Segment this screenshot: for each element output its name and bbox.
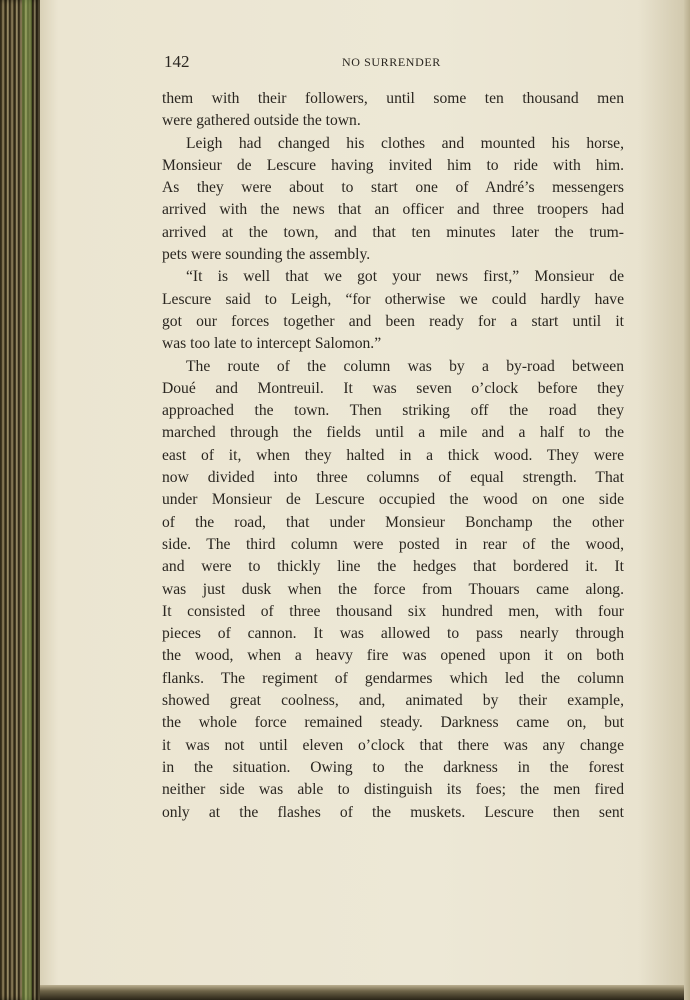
text-line: neither side was able to distinguish its foes; the men fired	[162, 781, 624, 799]
page-bottom-edge	[40, 985, 690, 1000]
text-line: got our forces together and been ready for a start until it	[162, 312, 624, 330]
text-line: Monsieur de Lescure having invited him to ride with him.	[162, 156, 624, 174]
text-line: marched through the fields until a mile and a half to the	[162, 424, 624, 442]
binding-tape-strip	[22, 0, 32, 1000]
text-line: arrived with the news that an officer and three troopers had	[162, 201, 624, 219]
text-line: only at the flashes of the muskets. Lescure then sent	[162, 803, 624, 821]
text-line: showed great coolness, and, animated by their example,	[162, 692, 624, 710]
text-line: them with their followers, until some ten thousand men	[162, 90, 624, 107]
book-spine-binding	[0, 0, 40, 1000]
text-line: side. The third column were posted in rear of the wood,	[162, 535, 624, 553]
text-line: were gathered outside the town.	[162, 112, 361, 130]
body-text	[162, 88, 624, 824]
text-line: the wood, when a heavy fire was opened upon it on both	[162, 647, 624, 665]
text-line: pieces of cannon. It was allowed to pass nearly through	[162, 625, 624, 643]
text-line: east of it, when they halted in a thick wood. They were	[162, 446, 624, 464]
text-line: was just dusk when the force from Thouars came along.	[162, 580, 624, 598]
text-line: Leigh had changed his clothes and mounted his horse,	[186, 134, 624, 152]
text-line: it was not until eleven o’clock that there was any change	[162, 736, 624, 754]
text-line: under Monsieur de Lescure occupied the wood on one side	[162, 491, 624, 509]
text-line: in the situation. Owing to the darkness in the forest	[162, 758, 624, 776]
text-line: was too late to intercept Salomon.”	[162, 335, 382, 353]
text-line: of the road, that under Monsieur Bonchamp the other	[162, 513, 624, 531]
page-header	[164, 52, 624, 74]
text-line: pets were sounding the assembly.	[162, 246, 371, 264]
page-right-edge	[684, 0, 690, 1000]
text-line: Doué and Montreuil. It was seven o’clock before they	[162, 379, 624, 397]
text-line: As they were about to start one of André’s messengers	[162, 179, 624, 197]
text-line: The route of the column was by a by-road between	[186, 357, 624, 375]
text-line: the whole force remained steady. Darkness came on, but	[162, 714, 624, 732]
text-line: arrived at the town, and that ten minutes later the trum-	[162, 223, 624, 241]
text-line: now divided into three columns of equal strength. That	[162, 469, 624, 487]
text-line: It consisted of three thousand six hundred men, with four	[162, 602, 624, 620]
running-title: NO SURRENDER	[342, 55, 441, 69]
text-line: and were to thickly line the hedges that bordered it. It	[162, 558, 624, 576]
text-line: flanks. The regiment of gendarmes which led the column	[162, 669, 624, 687]
page-number: 142	[164, 52, 190, 71]
text-line: approached the town. Then striking off the road they	[162, 402, 624, 420]
text-line: “It is well that we got your news first,” Monsieur de	[186, 268, 624, 286]
text-line: Lescure said to Leigh, “for otherwise we could hardly have	[162, 290, 624, 308]
